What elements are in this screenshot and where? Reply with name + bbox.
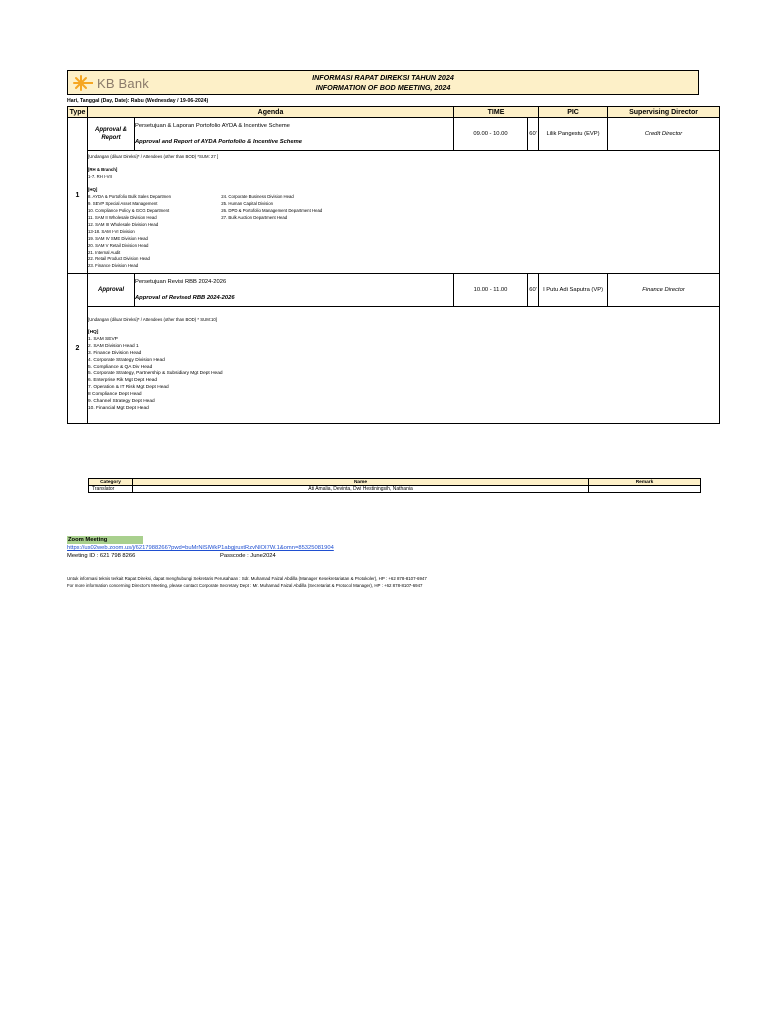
agenda-number: 1 xyxy=(68,118,88,274)
table-header-row xyxy=(68,107,720,118)
agenda-type: Approval xyxy=(88,274,135,307)
agenda-type: Approval & Report xyxy=(88,118,135,151)
translator-names: Ati Amalia, Devinta, Dwi Hestiningsih, Nathania xyxy=(133,486,589,493)
attendee-item: 24. Corporate Business Division Head xyxy=(221,194,294,200)
group-rh-branch: [RH & Branch] xyxy=(88,166,118,172)
agenda-title-id: Persetujuan Revisi RBB 2024-2026 xyxy=(135,274,454,291)
agenda-row-1 xyxy=(68,118,720,135)
header-supervising-director: Supervising Director xyxy=(608,107,720,118)
attendees-header: [Undangan (diluar Direksi)* / Attendees (other than BOD) * SUM:10] xyxy=(88,317,217,323)
agenda-row-2 xyxy=(68,274,720,291)
attendee-item: 8 Compliance Dept Head xyxy=(88,392,142,398)
agenda-duration: 60' xyxy=(528,274,539,307)
attendee-item: 2. SAM Division Head 1 xyxy=(88,343,139,349)
attendee-item: 19. SAM IV SME Division Head xyxy=(88,235,148,241)
zoom-meeting-link[interactable]: https://us02web.zoom.us/j/6217988266?pwd=buMrNlSlWkP1abgjruxtRzvNlOI7W.1&omn=85325081904 xyxy=(67,545,334,551)
agenda-title-id: Persetujuan & Laporan Portofolio AYDA & Incentive Scheme xyxy=(135,118,454,135)
attendees-col-1 xyxy=(88,194,220,270)
attendee-item: 9. Channel Strategy Dept Head xyxy=(88,399,155,405)
header-agenda: Agenda xyxy=(88,107,454,118)
agenda-pic: I Putu Adi Saputra (VP) xyxy=(539,274,608,307)
agenda-time: 10.00 - 11.00 xyxy=(454,274,528,307)
table-row xyxy=(89,486,701,493)
brand-name: KB Bank xyxy=(97,75,149,91)
attendee-item: 23. Finance Division Head xyxy=(88,263,139,269)
agenda-time: 09.00 - 10.00 xyxy=(454,118,528,151)
attendee-item: 11. SAM II Wholesale Division Head xyxy=(88,215,157,221)
title-indonesian: INFORMASI RAPAT DIREKSI TAHUN 2024 xyxy=(312,73,454,82)
attendee-item: 10. Financial Mgt Dept Head xyxy=(88,405,149,411)
attendee-item: 7. Operation & IT Risk Mgt Dept Head xyxy=(88,385,169,391)
attendee-item: 5. Corporate Strategy, Partnership & Subsidiary Mgt Dept Head xyxy=(88,371,223,377)
zoom-meeting-label: Zoom Meeting xyxy=(67,536,143,544)
attendees-list xyxy=(88,307,720,424)
agenda-table xyxy=(67,106,720,424)
title-english: INFORMATION OF BOD MEETING, 2024 xyxy=(315,83,451,92)
translator-remark xyxy=(589,486,701,493)
attendee-item: 20. SAM V Retail Division Head xyxy=(88,242,149,248)
header-pic: PIC xyxy=(539,107,608,118)
header-category: Category xyxy=(89,479,133,486)
zoom-passcode: Passcode : June2024 xyxy=(220,553,276,559)
translator-category: Translator xyxy=(89,486,133,493)
header-remark: Remark xyxy=(589,479,701,486)
attendee-item: 9. SEVP Special Asset Management xyxy=(88,201,158,207)
attendee-item: 1. SAM SEVP xyxy=(88,336,118,342)
attendees-col-2 xyxy=(221,194,322,222)
meeting-header xyxy=(67,70,699,95)
agenda-pic: Lilik Pangestu (EVP) xyxy=(539,118,608,151)
agenda-duration: 60' xyxy=(528,118,539,151)
zoom-meeting-id: Meeting ID : 621 798 8266 xyxy=(67,553,136,559)
group-hq: [HQ] xyxy=(88,330,99,336)
attendees-list xyxy=(88,151,720,274)
attendee-item: 10. Compliance Policy & GCG Department xyxy=(88,208,170,214)
translator-table xyxy=(88,478,701,493)
attendee-item: 27. Bulk Auction Department Head xyxy=(221,215,288,221)
attendee-item: 4. Corporate Strategy Division Head xyxy=(88,357,165,363)
attendee-item: 13-18. SAM I-VI Division xyxy=(88,228,135,234)
attendee-item: 6. Enterprise Rik Mgt Dept Head xyxy=(88,378,158,384)
attendee-item: 12. SAM III Wholesale Division Head xyxy=(88,221,159,227)
agenda-title-en: Approval and Report of AYDA Portofolio & Incentive Scheme xyxy=(135,135,454,151)
agenda-title-en: Approval of Revised RBB 2024-2026 xyxy=(135,291,454,307)
header-time: TIME xyxy=(454,107,539,118)
attendee-item: 1-7. RH I-VII xyxy=(88,173,112,179)
attendee-item: 3. Finance Division Head xyxy=(88,350,142,356)
attendee-item: 8. AYDA & Portofolio Bulk Sales Departmen xyxy=(88,194,172,200)
header-name: Name xyxy=(133,479,589,486)
meeting-date: Hari, Tanggal (Day, Date): Rabu (Wednesday / 19-06-2024) xyxy=(67,98,209,104)
attendee-item: 22. Retail Product Division Head xyxy=(88,256,150,262)
contact-info-indonesian: Untuk informasi teknis terkait Rapat Direksi, dapat menghubungi Sekretaris Perusahaan : Sdr. Muhamad Faizal Abdilla (Manager Kesekretariatan & Protokoler), HP : +62 878-8107-6947 xyxy=(67,576,427,581)
meeting-title xyxy=(68,73,698,93)
attendee-item: 26. DPD & Portofolio Management Department Head xyxy=(221,208,323,214)
attendee-item: 5. Compliance & QA Div Head xyxy=(88,364,153,370)
attendees-header: [Undangan (diluar Direksi)* / Attendees (other than BOD) *SUM: 27 ] xyxy=(88,153,219,159)
header-type: Type xyxy=(68,107,88,118)
contact-info-english: For more information concerning Director's Meeting, please contact Corporate Secretary Dept : Mr. Muhamad Faizal Abdilla (Secretariat & Protocol Manager), HP : +62 878-8107-6947 xyxy=(67,583,423,588)
attendee-item: 21. Internal Audit xyxy=(88,249,121,255)
attendee-item: 25. Human Capital Division xyxy=(221,201,274,207)
agenda-supervising-director: Credit Director xyxy=(608,118,720,151)
group-hq: [HQ] xyxy=(88,187,98,193)
agenda-number: 2 xyxy=(68,274,88,424)
agenda-supervising-director: Finance Director xyxy=(608,274,720,307)
